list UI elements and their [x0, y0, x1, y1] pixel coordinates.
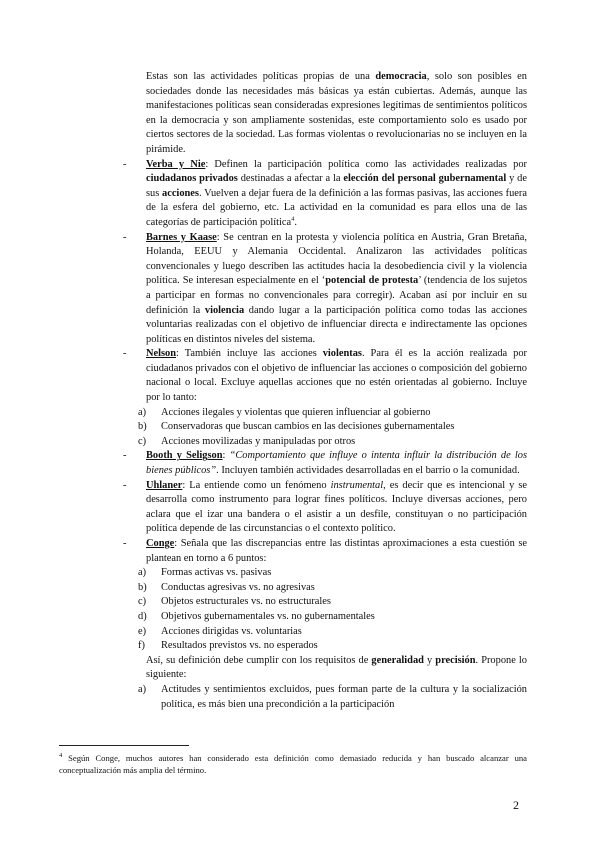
text: , es decir que es intencional y se desarrolla como instrumento para lograr fines políticos. Incluye diversas acciones, pero aclara que el izar una bandera o el asistir a un desfile, constituyan o no participación política depende de las circunstancias o el contexto político.	[146, 479, 527, 535]
list-item-text: Formas activas vs. pasivas	[161, 567, 272, 579]
list-letter: c)	[138, 435, 147, 447]
text: Así, su definición debe cumplir con los requisitos de	[146, 654, 372, 666]
list-dash: -	[123, 348, 127, 360]
text: y	[423, 654, 436, 666]
italic-term: instrumental	[330, 479, 384, 491]
footnote-number: 4	[59, 752, 63, 760]
conge-followup	[146, 654, 527, 683]
author-name: Booth y Seligson	[146, 450, 223, 462]
author-item-booth	[123, 449, 527, 478]
list-dash: -	[123, 479, 127, 491]
author-item-uhlaner	[123, 479, 527, 537]
text: . Propone lo siguiente:	[146, 654, 527, 681]
list-letter: e)	[138, 625, 147, 637]
footnote-divider	[59, 745, 189, 746]
list-letter: d)	[138, 610, 147, 622]
list-item	[123, 566, 527, 581]
intro-paragraph	[146, 70, 527, 158]
list-letter: c)	[138, 596, 147, 608]
list-item-text: Objetivos gubernamentales vs. no gubernamentales	[161, 610, 375, 622]
text: : Señala que las discrepancias entre las distintas aproximaciones a esta cuestión se plantean en torno a 6 puntos:	[146, 538, 527, 564]
list-item	[123, 683, 527, 712]
bold-term: elección del personal gubernamental	[343, 173, 507, 185]
bold-term: democracia	[375, 71, 427, 82]
list-item-text: Conservadoras que buscan cambios en las decisiones gubernamentales	[161, 421, 455, 433]
conge-sublist	[123, 566, 527, 654]
author-name: Uhlaner	[146, 479, 183, 491]
list-item	[123, 625, 527, 640]
list-item-text: Acciones movilizadas y manipuladas por otros	[161, 435, 356, 447]
text: : Definen la participación política como las actividades realizadas por	[205, 158, 527, 170]
list-item	[123, 595, 527, 610]
bold-term: generalidad	[371, 654, 424, 666]
list-item	[123, 639, 527, 654]
page-number: 2	[513, 798, 519, 812]
list-dash: -	[123, 158, 127, 170]
list-item	[123, 610, 527, 625]
text: . Vuelven a dejar fuera de la definición a las formas pasivas, las acciones fuera de la esfera del gobierno, etc. La actividad en la comunidad es para ellos una de las categorías de participación política	[146, 187, 527, 228]
footnote	[59, 752, 527, 776]
text: :	[222, 450, 230, 462]
list-letter: b)	[138, 581, 147, 593]
list-item-text: Objetos estructurales vs. no estructurales	[161, 596, 331, 608]
list-item	[123, 420, 527, 435]
author-item-nelson	[123, 347, 527, 405]
list-item-text: Actitudes y sentimientos excluidos, pues forman parte de la cultura y la socialización política, es más bien una precondición a la participación	[161, 683, 527, 710]
list-item-text: Acciones ilegales y violentas que quieren influenciar al gobierno	[161, 406, 431, 418]
text: , solo son posibles en sociedades donde las necesidades más básicas ya están cubiertas. Además, aunque las manifestaciones políticas sean consideradas expresiones legítimas de sentimientos políticos en la democracia y son ampliamente sostenidas, este comportamiento solo es usado por ciertos sectores de la sociedad. Las formas violentas o revolucionarias no se incluyen en la pirámide.	[146, 71, 527, 155]
text: : Se centran en la protesta y violencia política en Austria, Gran Bretaña, Holanda, EEUU y Alemania Occidental. Analizaron las actividades políticas convencionales y luego describen las actitudes hacia la desobediencia civil y la violencia política. Se interesan especialmente en el ‘	[146, 231, 527, 287]
main-text	[123, 70, 527, 712]
text: : También incluye las acciones	[176, 348, 323, 360]
list-item	[123, 581, 527, 596]
text: y de sus	[146, 173, 527, 199]
list-letter: a)	[138, 683, 147, 695]
text: : La entiende como un fenómeno	[182, 479, 331, 491]
list-item-text: Conductas agresivas vs. no agresivas	[161, 581, 315, 593]
author-item-barnes	[123, 231, 527, 348]
text: .	[294, 216, 297, 228]
text: . Para él es la acción realizada por ciudadanos privados con el objetivo de influenciar las acciones o composición del gobierno nacional o local. Excluye aquellas acciones que no estén orientadas al gobierno. Incluye por lo tanto:	[146, 348, 527, 404]
list-letter: a)	[138, 406, 147, 418]
bold-term: potencial de protesta	[325, 275, 419, 287]
author-name: Barnes y Kaase	[146, 231, 217, 243]
list-dash: -	[123, 538, 127, 549]
bold-term: acciones	[162, 187, 199, 199]
author-item-conge	[123, 537, 527, 566]
italic-quote: “Comportamiento que influye o intenta influir la distribución de los bienes públicos”	[146, 450, 527, 477]
list-item-text: Acciones dirigidas vs. voluntarias	[161, 625, 302, 637]
conge-proposal-list	[123, 683, 527, 712]
author-name: Conge	[146, 538, 175, 549]
list-dash: -	[123, 231, 127, 243]
text: . Incluyen también actividades desarrolladas en el barrio o la comunidad.	[216, 465, 520, 477]
nelson-sublist	[123, 406, 527, 450]
text: dando lugar a la participación política como todas las acciones voluntarias realizadas con el objetivo de influenciar directa e indirectamente las opciones políticas en distintos niveles del sistema.	[146, 304, 527, 345]
text: Estas son las actividades políticas propias de una	[146, 71, 376, 82]
author-name: Verba y Nie	[146, 158, 206, 170]
list-item-text: Resultados previstos vs. no esperados	[161, 640, 318, 652]
text: ’ (tendencia de los sujetos a participar en formas no convencionales para corregir). Acaban así por incluir en su definición la	[146, 275, 527, 316]
footnote-ref[interactable]: 4	[291, 215, 295, 223]
list-letter: b)	[138, 421, 147, 433]
bold-term: violencia	[204, 304, 245, 316]
bold-term: ciudadanos privados	[146, 173, 238, 185]
bold-term: violentas	[322, 348, 362, 360]
list-dash: -	[123, 450, 127, 462]
list-item	[123, 406, 527, 421]
text: destinadas a afectar a la	[237, 173, 344, 185]
list-letter: a)	[138, 567, 147, 579]
author-name: Nelson	[146, 348, 177, 360]
bold-term: precisión	[435, 654, 476, 666]
author-item-verba	[123, 158, 527, 231]
footnote-text: Según Conge, muchos autores han considerado esta definición como demasiado reducida y han buscado alcanzar una conceptualización más amplia del término.	[59, 753, 527, 775]
list-item	[123, 435, 527, 450]
list-letter: f)	[138, 640, 145, 652]
